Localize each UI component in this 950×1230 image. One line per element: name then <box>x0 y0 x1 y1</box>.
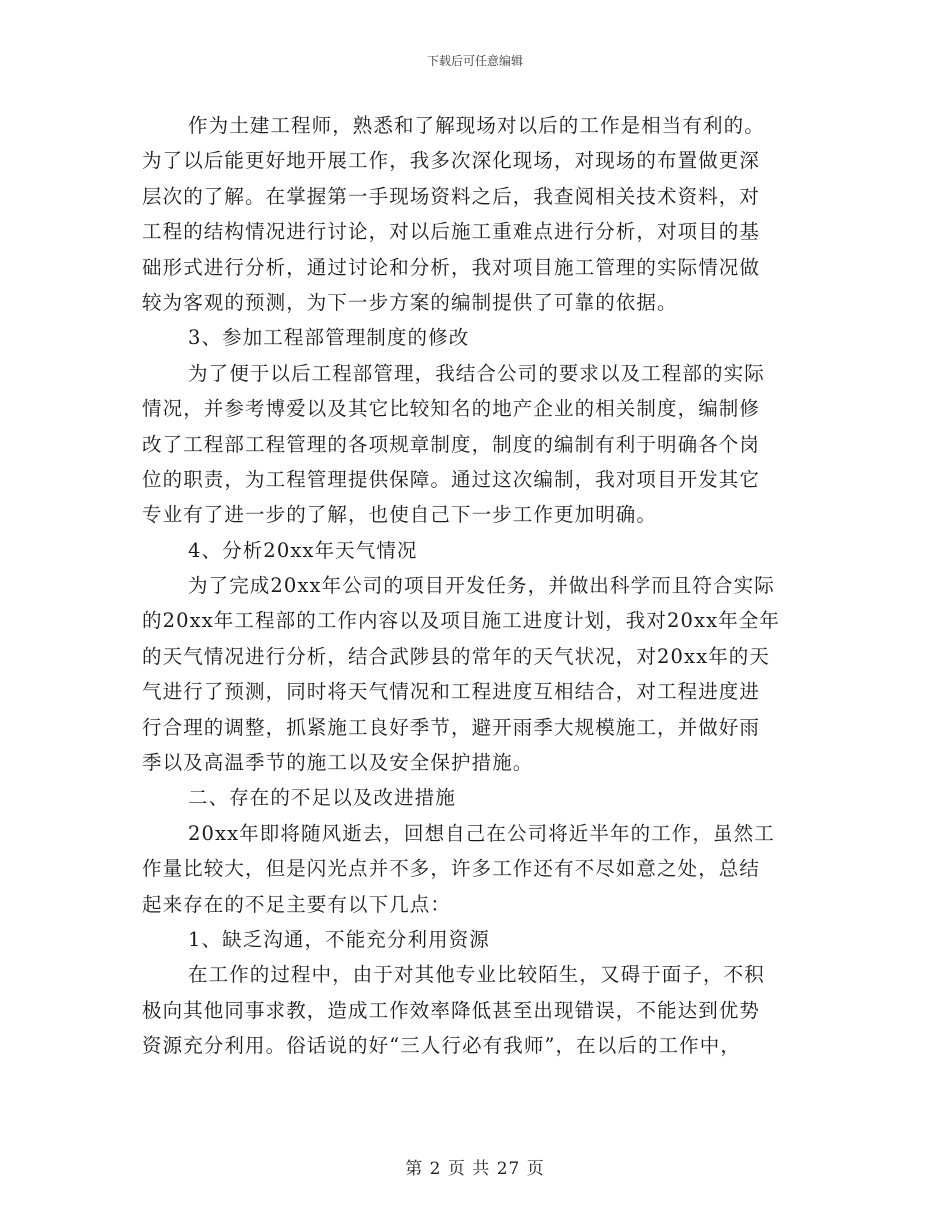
text-line: 作量比较大，但是闪光点并不多，许多工作还有不尽如意之处，总结 <box>142 857 761 881</box>
text-line: 起来存在的不足主要有以下几点： <box>142 892 452 916</box>
text-line: 位的职责，为工程管理提供保障。通过这次编制，我对项目开发其它 <box>142 467 761 491</box>
text-line: 资源充分利用。俗话说的好“三人行必有我师”，在以后的工作中， <box>142 1034 741 1058</box>
text-line: 二、存在的不足以及改进措施 <box>188 786 456 810</box>
text-line: 的天气情况进行分析，结合武陟县的常年的天气状况，对20xx年的天 <box>142 644 771 668</box>
text-line: 改了工程部工程管理的各项规章制度，制度的编制有利于明确各个岗 <box>142 432 761 456</box>
text-line: 为了完成20xx年公司的项目开发任务，并做出科学而且符合实际 <box>188 574 775 598</box>
text-line: 行合理的调整，抓紧施工良好季节，避开雨季大规模施工，并做好雨 <box>142 715 761 739</box>
text-line: 工程的结构情况进行讨论，对以后施工重难点进行分析，对项目的基 <box>142 220 761 244</box>
text-line: 作为土建工程师，熟悉和了解现场对以后的工作是相当有利的。 <box>188 114 765 137</box>
document-body <box>142 108 810 1064</box>
text-line: 为了以后能更好地开展工作，我多次深化现场，对现场的布置做更深 <box>142 149 761 173</box>
text-line: 4、分析20xx年天气情况 <box>188 538 418 562</box>
text-line: 3、参加工程部管理制度的修改 <box>188 326 470 350</box>
text-line: 层次的了解。在掌握第一手现场资料之后，我查阅相关技术资料，对 <box>142 184 761 208</box>
text-line: 20xx年即将随风逝去，回想自己在公司将近半年的工作，虽然工 <box>188 821 775 845</box>
text-line: 较为客观的预测，为下一步方案的编制提供了可靠的依据。 <box>142 290 678 314</box>
page-header: 下载后可任意编辑 <box>426 54 523 68</box>
text-line: 季以及高温季节的施工以及安全保护措施。 <box>142 751 534 775</box>
text-line: 在工作的过程中，由于对其他专业比较陌生，又碍于面子，不积 <box>188 963 765 987</box>
text-line: 的20xx年工程部的工作内容以及项目施工进度计划，我对20xx年全年 <box>142 609 781 633</box>
text-line: 专业有了进一步的了解，也使自己下一步工作更加明确。 <box>142 503 658 527</box>
text-line: 础形式进行分析，通过讨论和分析，我对项目施工管理的实际情况做 <box>142 255 761 279</box>
text-line: 情况，并参考博爱以及其它比较知名的地产企业的相关制度，编制修 <box>142 397 761 421</box>
page-footer: 第 2 页 共 27 页 <box>405 1159 545 1179</box>
text-line: 1、缺乏沟通，不能充分利用资源 <box>188 927 490 951</box>
text-line: 为了便于以后工程部管理，我结合公司的要求以及工程部的实际 <box>188 361 765 385</box>
text-line: 极向其他同事求教，造成工作效率降低甚至出现错误，不能达到优势 <box>142 998 761 1022</box>
text-line: 气进行了预测，同时将天气情况和工程进度互相结合，对工程进度进 <box>142 680 761 704</box>
